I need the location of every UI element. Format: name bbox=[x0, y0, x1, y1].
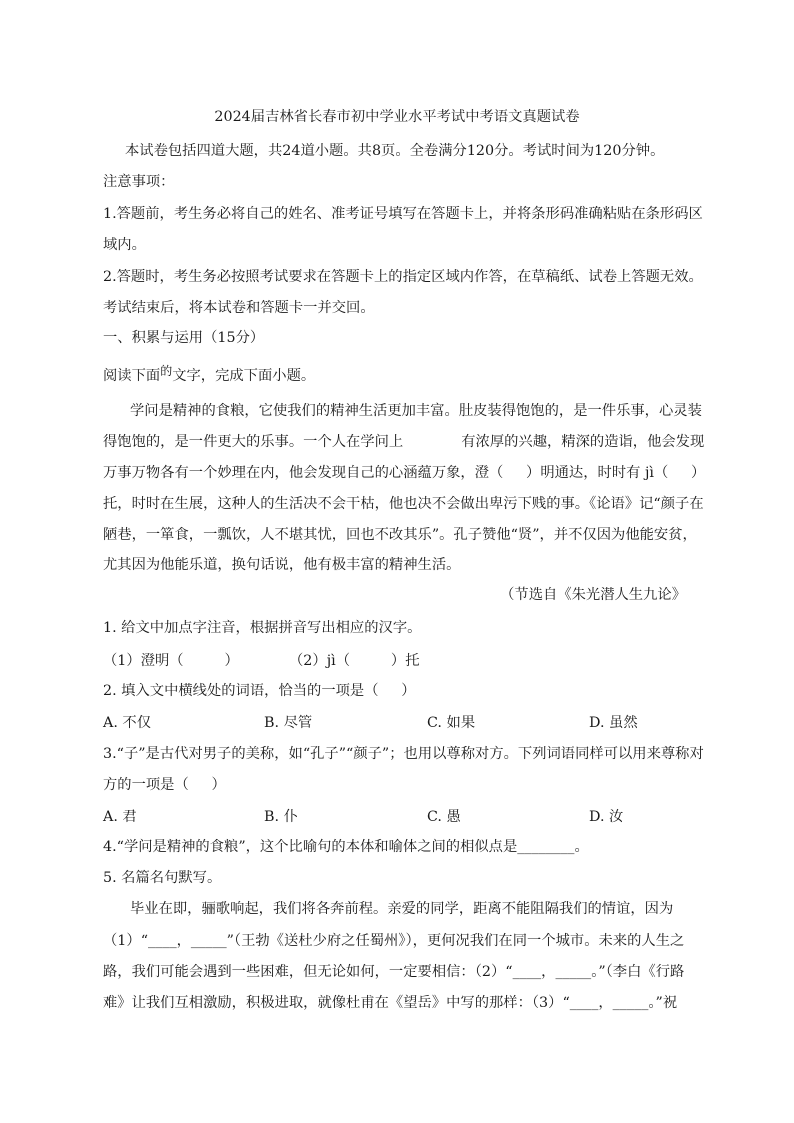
exam-intro: 本试卷包括四道大题，共24道小题。共8页。全卷满分120分。考试时间为120分钟。 bbox=[125, 143, 665, 159]
passage-line-5: 陋巷，一箪食，一瓢饮，人不堪其忧，回也不改其乐”。孔子赞他“贤”，并不仅因为他能安贫， bbox=[103, 527, 697, 543]
question-3-option-a: A. 君 bbox=[103, 809, 137, 825]
question-4: 4.“学问是精神的食粮”，这个比喻句的本体和喻体之间的相似点是________。 bbox=[103, 839, 589, 855]
note-1-line-2: 域内。 bbox=[103, 237, 146, 253]
passage-line-2a: 得饱饱的，是一件更大的乐事。一个人在学问上 bbox=[103, 434, 404, 450]
passage-line-2b: 有浓厚的兴趣，精深的造诣，他会发现 bbox=[461, 434, 705, 450]
reading-instruction-pre: 阅读下面 bbox=[103, 368, 161, 384]
question-2-option-b: B. 尽管 bbox=[264, 715, 313, 731]
note-2-line-2: 考试结束后，将本试卷和答题卡一并交回。 bbox=[103, 300, 375, 316]
question-5-line-4: 难》让我们互相激励，积极进取，就像杜甫在《望岳》中写的那样：（3）“____，_____。”祝 bbox=[103, 995, 678, 1011]
question-2-option-d: D. 虽然 bbox=[589, 715, 638, 731]
passage-line-4: 托，时时在生展，这种人的生活决不会干枯，他也决不会做出卑污下贱的事。《论语》记“颜子在 bbox=[103, 496, 704, 512]
question-3-option-d: D. 汝 bbox=[589, 809, 624, 825]
question-5-line-3: 路，我们可能会遇到一些困难，但无论如何，一定要相信：（2）“____，_____。”（李白《行路 bbox=[103, 964, 685, 980]
reading-instruction bbox=[103, 366, 315, 386]
passage-line-3: 万事万物各有一个妙理在内，他会发现自己的心涵蕴万象，澄（ ）明通达，时时有 jì（ ） bbox=[103, 465, 706, 481]
question-2-option-a: A. 不仅 bbox=[103, 715, 152, 731]
note-1-line-1: 1.答题前，考生务必将自己的姓名、准考证号填写在答题卡上，并将条形码准确粘贴在条形码区 bbox=[103, 206, 703, 222]
notes-heading: 注意事项： bbox=[103, 174, 175, 190]
question-2-option-c: C. 如果 bbox=[427, 715, 476, 731]
question-3-option-c: C. 愚 bbox=[427, 809, 461, 825]
section-1-heading: 一、积累与运用（15分） bbox=[103, 330, 265, 346]
reading-instruction-sup: 的 bbox=[160, 364, 173, 378]
question-5-line-2: （1）“____，_____”（王勃《送杜少府之任蜀州》），更何况我们在同一个城市。未来的人生之 bbox=[103, 933, 685, 949]
question-1-part-1: （1）澄明（ ） bbox=[103, 653, 239, 669]
question-3-line-2: 方的一项是（ ） bbox=[103, 777, 226, 793]
question-3-option-b: B. 仆 bbox=[264, 809, 298, 825]
passage-line-6: 尤其因为他能乐道，换句话说，他有极丰富的精神生活。 bbox=[103, 557, 461, 573]
question-1: 1. 给文中加点字注音，根据拼音写出相应的汉字。 bbox=[103, 620, 422, 636]
passage-line-2 bbox=[103, 432, 704, 452]
exam-title: 2024届吉林省长春市初中学业水平考试中考语文真题试卷 bbox=[214, 109, 580, 125]
question-2: 2. 填入文中横线处的词语，恰当的一项是（ ） bbox=[103, 683, 416, 699]
reading-instruction-post: 文字，完成下面小题。 bbox=[172, 368, 316, 384]
question-5-line-1: 毕业在即，骊歌响起，我们将各奔前程。亲爱的同学，距离不能阻隔我们的情谊，因为 bbox=[130, 901, 674, 917]
question-3-line-1: 3.“子”是古代对男子的美称，如“孔子”“颜子”；也用以尊称对方。下列词语同样可以用来尊称对 bbox=[103, 746, 704, 762]
question-1-part-2: （2）jì（ ）托 bbox=[289, 653, 420, 669]
question-5: 5. 名篇名句默写。 bbox=[103, 870, 222, 886]
passage-line-1: 学问是精神的食粮，它使我们的精神生活更加丰富。肚皮装得饱饱的，是一件乐事，心灵装 bbox=[130, 403, 702, 419]
passage-source: （节选自《朱光潜人生九论》 bbox=[500, 587, 686, 603]
note-2-line-1: 2.答题时，考生务必按照考试要求在答题卡上的指定区域内作答，在草稿纸、试卷上答题无效。 bbox=[103, 269, 703, 285]
